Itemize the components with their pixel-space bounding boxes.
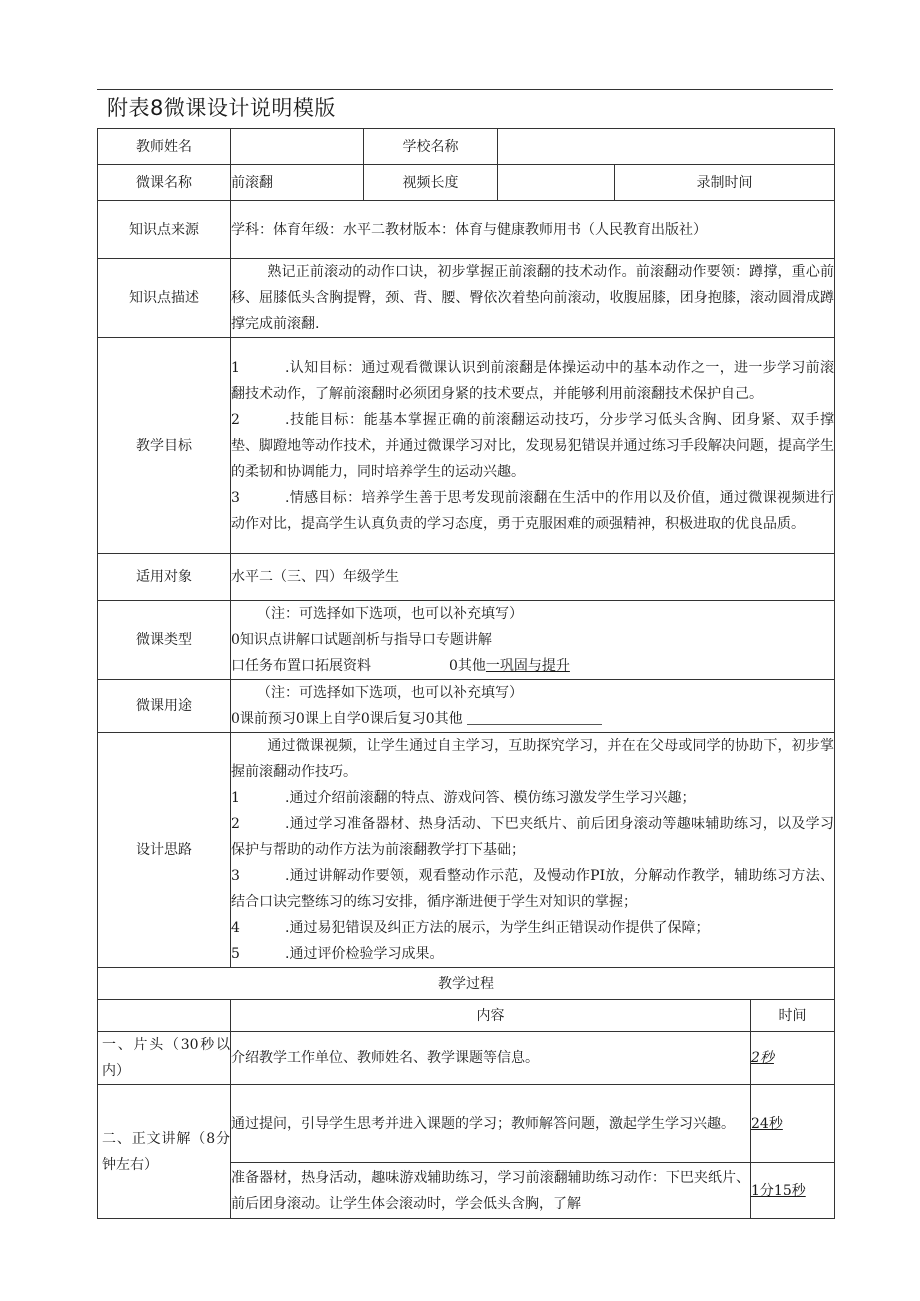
stage-cell: 一、片头（30秒以内） xyxy=(98,1032,231,1085)
video-length-label: 视频长度 xyxy=(364,165,498,201)
course-name-label: 微课名称 xyxy=(98,165,231,201)
type-note: （注：可选择如下选项，也可以补充填写） xyxy=(257,606,523,622)
use-label: 微课用途 xyxy=(98,680,231,733)
time-cell: 2秒 xyxy=(751,1032,835,1085)
row-use xyxy=(98,680,835,733)
page-title: 附表8微课设计说明模版 xyxy=(107,96,336,120)
design-form-table xyxy=(97,128,835,1219)
video-length-value xyxy=(498,165,615,201)
school-value xyxy=(498,129,835,165)
design-item: 2 .通过学习准备器材、热身活动、下巴夹纸片、前后团身滚动等趣味辅助练习，以及学习保护与帮助的动作方法为前滚翻教学打下基础； xyxy=(231,816,835,858)
school-label: 学校名称 xyxy=(364,129,498,165)
col-time-header: 时间 xyxy=(751,1000,835,1032)
goal-item: 2 .技能目标：能基本掌握正确的前滚翻运动技巧，分步学习低头含胸、团身紧、双手撑垫、脚蹬地等动作技术，并通过微课学习对比，发现易犯错误并通过练习手段解决问题，提高学生的柔韧和协调能力，同时培养学生的运动兴趣。 xyxy=(231,411,835,480)
row-type xyxy=(98,601,835,680)
audience-label: 适用对象 xyxy=(98,554,231,601)
time-cell: 24秒 xyxy=(751,1085,835,1163)
content-cell: 通过提问，引导学生思考并进入课题的学习；教师解答问题，激起学生学习兴趣。 xyxy=(231,1085,751,1163)
col-content-header: 内容 xyxy=(231,1000,751,1032)
design-label: 设计思路 xyxy=(98,733,231,968)
design-item: 1 .通过介绍前滚翻的特点、游戏问答、模仿练习激发学生学习兴趣； xyxy=(231,790,696,806)
time-cell: 1分15秒 xyxy=(751,1163,835,1219)
goals-label: 教学目标 xyxy=(98,338,231,554)
row-course xyxy=(98,165,835,201)
row-process-header xyxy=(98,968,835,1000)
use-other-blank xyxy=(467,710,602,725)
design-intro: 通过微课视频，让学生通过自主学习，互助探究学习，并在在父母或同学的协助下，初步掌握前滚翻动作技巧。 xyxy=(231,738,835,780)
design-item: 5 .通过评价检验学习成果。 xyxy=(231,946,444,962)
row-process-columns xyxy=(98,1000,835,1032)
row-teacher-school xyxy=(98,129,835,165)
table-row xyxy=(98,1032,835,1085)
top-rule xyxy=(97,89,833,90)
design-item: 4 .通过易犯错误及纠正方法的展示，为学生纠正错误动作提供了保障； xyxy=(231,920,710,936)
record-time-label: 录制时间 xyxy=(615,165,835,201)
goal-item: 1 .认知目标：通过观看微课认识到前滚翻是体操运动中的基本动作之一，进一步学习前滚翻技术动作，了解前滚翻时必须团身紧的技术要点，并能够利用前滚翻技术保护自己。 xyxy=(231,359,835,402)
process-header: 教学过程 xyxy=(98,968,835,1000)
use-options: 0课前预习0课上自学0课后复习0其他 xyxy=(231,706,834,732)
source-text: 学科：体育年级：水平二教材版本：体育与健康教师用书（人民教育出版社） xyxy=(231,201,835,259)
description-label: 知识点描述 xyxy=(98,259,231,338)
row-goals xyxy=(98,338,835,554)
type-options-line2: 口任务布置口拓展资料 0其他一巩固与提升 xyxy=(231,658,570,674)
use-note: （注：可选择如下选项，也可以补充填写） xyxy=(257,685,523,701)
row-design xyxy=(98,733,835,968)
row-audience xyxy=(98,554,835,601)
teacher-value xyxy=(231,129,364,165)
audience-text: 水平二（三、四）年级学生 xyxy=(231,554,835,601)
stage-cell: 二、正文讲解（8分钟左右） xyxy=(98,1085,231,1219)
description-text: 熟记正前滚动的动作口诀，初步掌握正前滚翻的技术动作。前滚翻动作要领：蹲撑，重心前移、屈膝低头含胸提臀，颈、背、腰、臀依次着垫向前滚动，收腹屈膝，团身抱膝，滚动圆滑成蹲撑完成前滚翻. xyxy=(231,264,835,332)
goal-item: 3 .情感目标：培养学生善于思考发现前滚翻在生活中的作用以及价值，通过微课视频进行动作对比，提高学生认真负责的学习态度，勇于克服困难的顽强精神，积极进取的优良品质。 xyxy=(231,489,835,532)
source-label: 知识点来源 xyxy=(98,201,231,259)
row-description xyxy=(98,259,835,338)
type-label: 微课类型 xyxy=(98,601,231,680)
row-source xyxy=(98,201,835,259)
teacher-label: 教师姓名 xyxy=(98,129,231,165)
course-name-value: 前滚翻 xyxy=(231,165,364,201)
content-cell: 介绍教学工作单位、教师姓名、教学课题等信息。 xyxy=(231,1032,751,1085)
type-options-line1: 0知识点讲解口试题剖析与指导口专题讲解 xyxy=(231,632,492,648)
design-item: 3 .通过讲解动作要领，观看整动作示范，及慢动作PI放，分解动作教学，辅助练习方法、结合口诀完整练习的练习安排，循序渐进便于学生对知识的掌握； xyxy=(231,868,835,910)
table-row xyxy=(98,1085,835,1163)
content-cell: 准备器材，热身活动，趣味游戏辅助练习，学习前滚翻辅助练习动作：下巴夹纸片、前后团身滚动。让学生体会滚动时，学会低头含胸，了解 xyxy=(231,1163,751,1219)
